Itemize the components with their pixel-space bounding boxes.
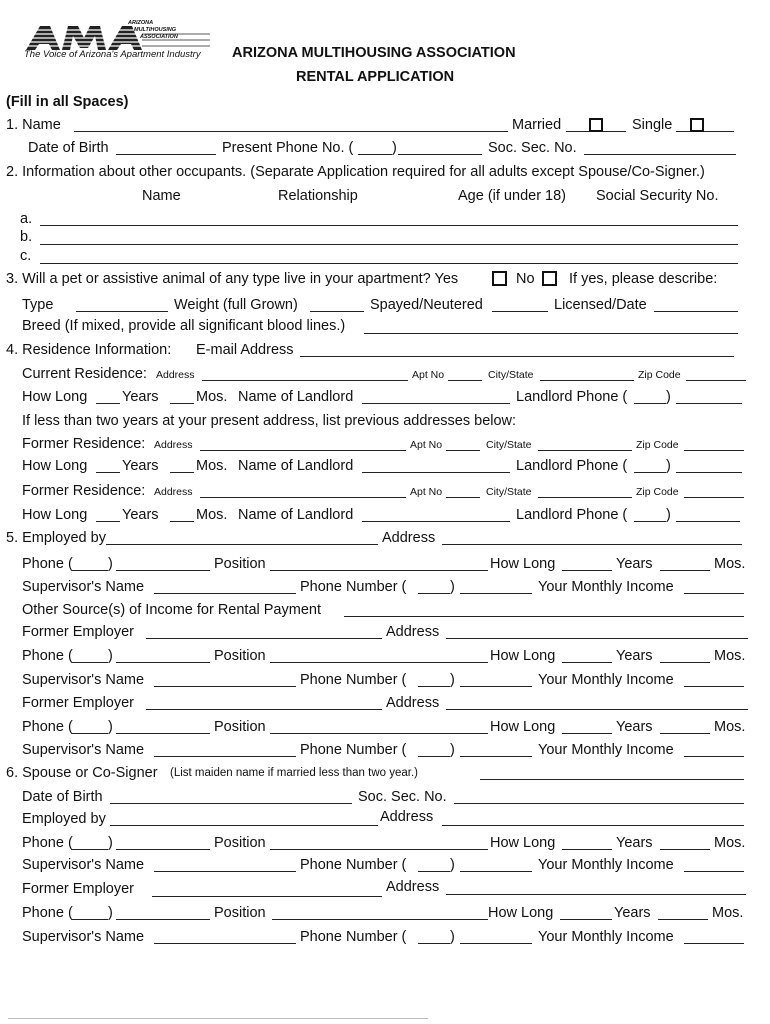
pet-breed-field[interactable]	[364, 333, 738, 334]
former-1-apt-field[interactable]	[446, 450, 480, 451]
emp-phone-close: )	[108, 556, 113, 572]
employer-address-label: Address	[382, 530, 436, 546]
current-zip-label: Zip Code	[638, 369, 681, 381]
current-years-label: Years	[122, 389, 159, 405]
logo-small-text-3: ASSOCIATION	[140, 34, 178, 40]
current-years-field[interactable]	[96, 403, 120, 404]
emp-phone-label: Phone (	[22, 556, 73, 572]
col-ssn: Social Security No.	[596, 188, 719, 204]
former-1-howlong-label: How Long	[22, 458, 88, 474]
former-employer-2-field[interactable]	[146, 709, 382, 710]
former-2-zip-label: Zip Code	[636, 486, 679, 498]
fe1-phone-area[interactable]	[72, 662, 108, 663]
fe1-position-label: Position	[214, 648, 266, 664]
sp-income-field[interactable]	[684, 871, 744, 872]
former-employer-1-field[interactable]	[146, 638, 382, 639]
sp-phone-field[interactable]	[116, 849, 210, 850]
married-label: Married	[512, 117, 562, 133]
fe2-position-label: Position	[214, 719, 266, 735]
pet-licensed-label: Licensed/Date	[554, 297, 647, 313]
emp-mos-label: Mos.	[714, 556, 746, 572]
pet-breed-label: Breed (If mixed, provide all significant blood lines.)	[22, 318, 346, 334]
present-phone-label: Present Phone No. (	[222, 140, 354, 156]
former-1-landlord-label: Name of Landlord	[238, 458, 354, 474]
col-age: Age (if under 18)	[458, 188, 567, 204]
emp-mos-field[interactable]	[660, 570, 710, 571]
employer-address-field[interactable]	[442, 544, 742, 545]
fe2-years-field[interactable]	[562, 733, 612, 734]
sp-phone-area[interactable]	[72, 849, 108, 850]
occupant-b-label: b.	[20, 229, 33, 245]
logo-small-text-1: ARIZONA	[128, 20, 154, 26]
spouse-name-field[interactable]	[480, 779, 744, 780]
pet-weight-field[interactable]	[310, 311, 364, 312]
former-2-landlord-field[interactable]	[362, 521, 510, 522]
current-apt-label: Apt No	[412, 369, 445, 381]
emp-years-field[interactable]	[562, 570, 612, 571]
emp-supervisor-phone-field[interactable]	[460, 593, 532, 594]
fe2-supervisor-label: Supervisor's Name	[22, 742, 145, 758]
fe1-position-field[interactable]	[270, 662, 488, 663]
current-landlord-phone-label: Landlord Phone (	[516, 389, 628, 405]
current-apt-field[interactable]	[448, 380, 482, 381]
pet-spayed-field[interactable]	[492, 311, 548, 312]
former-residence-1-label: Former Residence:	[22, 436, 146, 452]
fe2-mos-label: Mos.	[714, 719, 746, 735]
emp-phone-area[interactable]	[72, 570, 108, 571]
former-2-apt-label: Apt No	[410, 486, 443, 498]
spouse-employer-address-label: Address	[380, 809, 434, 825]
pet-no-label: No	[516, 271, 535, 287]
current-landlord-label: Name of Landlord	[238, 389, 354, 405]
dob-label: Date of Birth	[28, 140, 109, 156]
former-1-city-label: City/State	[486, 439, 532, 451]
occupant-b-field[interactable]	[40, 244, 738, 245]
current-city-field[interactable]	[540, 380, 634, 381]
occupant-c-label: c.	[20, 248, 32, 264]
employer-field[interactable]	[106, 544, 378, 545]
ssn-field[interactable]	[584, 154, 736, 155]
former-1-years-field[interactable]	[96, 472, 120, 473]
fe1-supervisor-phone-area[interactable]	[418, 686, 450, 687]
previous-address-note: If less than two years at your present address, list previous addresses below:	[22, 413, 517, 429]
former-1-mos-label: Mos.	[196, 458, 228, 474]
fe2-years-label: Years	[616, 719, 653, 735]
logo-tagline: The Voice of Arizona's Apartment Industry	[24, 49, 201, 60]
occupants-title: 2. Information about other occupants. (Separate Application required for all adults except Spouse/Co-Signer.)	[6, 164, 705, 180]
former-employer-1-address-label: Address	[386, 624, 440, 640]
former-2-city-field[interactable]	[538, 497, 632, 498]
former-2-landlord-phone-area[interactable]	[634, 521, 666, 522]
current-landlord-phone-close: )	[666, 389, 671, 405]
fe1-phone-field[interactable]	[116, 662, 210, 663]
logo-small-text-2: MULTIHOUSING	[134, 27, 177, 33]
present-phone-area-field[interactable]	[358, 154, 392, 155]
former-2-apt-field[interactable]	[446, 497, 480, 498]
sp-supervisor-field[interactable]	[154, 871, 296, 872]
fe2-phone-area[interactable]	[72, 733, 108, 734]
emp-income-label: Your Monthly Income	[538, 579, 674, 595]
emp-supervisor-phone-area[interactable]	[418, 593, 450, 594]
fe2-income-field[interactable]	[684, 756, 744, 757]
sp-former-employer-field[interactable]	[152, 896, 382, 897]
spf-phone-label: Phone (	[22, 905, 73, 921]
spouse-dob-label: Date of Birth	[22, 789, 103, 805]
former-1-landlord-phone-field[interactable]	[676, 472, 742, 473]
sp-position-field[interactable]	[270, 849, 488, 850]
fe2-howlong-label: How Long	[490, 719, 556, 735]
dob-field[interactable]	[116, 154, 216, 155]
occupant-a-label: a.	[20, 211, 33, 227]
former-employer-2-address-field[interactable]	[446, 709, 748, 710]
former-2-landlord-phone-label: Landlord Phone (	[516, 507, 628, 523]
spouse-employer-address-field[interactable]	[442, 825, 744, 826]
spf-position-label: Position	[214, 905, 266, 921]
spf-supervisor-phone-area[interactable]	[418, 943, 450, 944]
other-income-label: Other Source(s) of Income for Rental Payment	[22, 602, 321, 618]
former-1-zip-field[interactable]	[684, 450, 744, 451]
spf-years-field[interactable]	[560, 919, 612, 920]
former-residence-2-label: Former Residence:	[22, 483, 146, 499]
fe2-supervisor-field[interactable]	[154, 756, 296, 757]
fe2-supervisor-phone-label: Phone Number (	[300, 742, 407, 758]
spf-phone-field[interactable]	[116, 919, 210, 920]
pet-type-field[interactable]	[76, 311, 168, 312]
spf-supervisor-phone-label: Phone Number (	[300, 929, 407, 945]
sp-supervisor-phone-field[interactable]	[460, 871, 532, 872]
fe2-phone-field[interactable]	[116, 733, 210, 734]
former-1-landlord-field[interactable]	[362, 472, 510, 473]
former-1-years-label: Years	[122, 458, 159, 474]
former-2-zip-field[interactable]	[684, 497, 744, 498]
fe1-supervisor-phone-label: Phone Number (	[300, 672, 407, 688]
email-field[interactable]	[300, 356, 734, 357]
employed-by-label: 5. Employed by	[6, 530, 106, 546]
pet-spayed-label: Spayed/Neutered	[370, 297, 483, 313]
sp-supervisor-phone-area[interactable]	[418, 871, 450, 872]
current-address-field[interactable]	[202, 380, 408, 381]
current-mos-field[interactable]	[170, 403, 194, 404]
fe2-supervisor-phone-close: )	[450, 742, 455, 758]
sp-mos-label: Mos.	[714, 835, 746, 851]
spf-phone-area[interactable]	[72, 919, 108, 920]
sp-years-field[interactable]	[562, 849, 612, 850]
former-employer-1-label: Former Employer	[22, 624, 134, 640]
pet-licensed-field[interactable]	[654, 311, 738, 312]
present-phone-field[interactable]	[398, 154, 482, 155]
former-2-mos-label: Mos.	[196, 507, 228, 523]
pet-type-label: Type	[22, 297, 54, 313]
fe1-mos-label: Mos.	[714, 648, 746, 664]
spf-howlong-label: How Long	[488, 905, 554, 921]
fe1-supervisor-phone-field[interactable]	[460, 686, 532, 687]
emp-position-field[interactable]	[270, 570, 488, 571]
current-zip-field[interactable]	[686, 380, 746, 381]
former-employer-2-address-label: Address	[386, 695, 440, 711]
name-label: 1. Name	[6, 117, 61, 133]
sp-phone-close: )	[108, 835, 113, 851]
other-income-field[interactable]	[344, 616, 744, 617]
footer-rule	[8, 1018, 428, 1019]
former-1-mos-field[interactable]	[170, 472, 194, 473]
pet-describe-label: If yes, please describe:	[569, 271, 718, 287]
current-city-label: City/State	[488, 369, 534, 381]
spouse-note: (List maiden name if married less than two year.)	[170, 767, 418, 779]
emp-supervisor-label: Supervisor's Name	[22, 579, 145, 595]
fe1-supervisor-label: Supervisor's Name	[22, 672, 145, 688]
spf-mos-label: Mos.	[712, 905, 744, 921]
col-name: Name	[142, 188, 181, 204]
spf-supervisor-phone-close: )	[450, 929, 455, 945]
former-1-landlord-phone-area[interactable]	[634, 472, 666, 473]
former-2-landlord-label: Name of Landlord	[238, 507, 354, 523]
former-2-city-label: City/State	[486, 486, 532, 498]
former-employer-1-address-field[interactable]	[446, 638, 748, 639]
sp-supervisor-phone-label: Phone Number (	[300, 857, 407, 873]
org-name: ARIZONA MULTIHOUSING ASSOCIATION	[232, 45, 516, 61]
spouse-dob-field[interactable]	[110, 803, 352, 804]
sp-position-label: Position	[214, 835, 266, 851]
former-2-years-field[interactable]	[96, 521, 120, 522]
fe2-supervisor-phone-field[interactable]	[460, 756, 532, 757]
former-2-landlord-phone-close: )	[666, 507, 671, 523]
sp-supervisor-label: Supervisor's Name	[22, 857, 145, 873]
spf-position-field[interactable]	[272, 919, 488, 920]
former-2-address-field[interactable]	[200, 497, 406, 498]
residence-title: 4. Residence Information:	[6, 342, 172, 358]
pet-yes-checkbox[interactable]	[492, 271, 507, 286]
fe1-supervisor-field[interactable]	[154, 686, 296, 687]
sp-supervisor-phone-close: )	[450, 857, 455, 873]
sp-former-employer-address-field[interactable]	[446, 894, 746, 895]
emp-supervisor-phone-label: Phone Number (	[300, 579, 407, 595]
current-landlord-phone-field[interactable]	[676, 403, 742, 404]
former-2-mos-field[interactable]	[170, 521, 194, 522]
spouse-ssn-label: Soc. Sec. No.	[358, 789, 447, 805]
current-howlong-label: How Long	[22, 389, 88, 405]
former-1-city-field[interactable]	[538, 450, 632, 451]
sp-howlong-label: How Long	[490, 835, 556, 851]
former-employer-2-label: Former Employer	[22, 695, 134, 711]
single-line	[676, 131, 734, 132]
former-2-address-label: Address	[154, 486, 193, 498]
present-phone-close: )	[392, 140, 397, 156]
emp-howlong-label: How Long	[490, 556, 556, 572]
former-1-address-field[interactable]	[200, 450, 406, 451]
fe1-phone-close: )	[108, 648, 113, 664]
spf-income-label: Your Monthly Income	[538, 929, 674, 945]
spf-phone-close: )	[108, 905, 113, 921]
spf-supervisor-label: Supervisor's Name	[22, 929, 145, 945]
sp-mos-field[interactable]	[660, 849, 710, 850]
instruction: (Fill in all Spaces)	[6, 94, 129, 110]
former-1-address-label: Address	[154, 439, 193, 451]
fe2-position-field[interactable]	[270, 733, 488, 734]
spouse-employer-field[interactable]	[110, 825, 378, 826]
name-field[interactable]	[74, 131, 508, 132]
ssn-label: Soc. Sec. No.	[488, 140, 577, 156]
fe1-howlong-label: How Long	[490, 648, 556, 664]
col-relationship: Relationship	[278, 188, 358, 204]
former-2-years-label: Years	[122, 507, 159, 523]
current-mos-label: Mos.	[196, 389, 228, 405]
fe1-years-label: Years	[616, 648, 653, 664]
former-1-apt-label: Apt No	[410, 439, 443, 451]
occupant-a-field[interactable]	[40, 225, 738, 226]
former-1-zip-label: Zip Code	[636, 439, 679, 451]
spouse-title: 6. Spouse or Co-Signer	[6, 765, 158, 781]
fe1-mos-field[interactable]	[660, 662, 710, 663]
single-checkbox[interactable]	[690, 118, 704, 132]
sp-former-employer-address-label: Address	[386, 879, 440, 895]
emp-years-label: Years	[616, 556, 653, 572]
emp-income-field[interactable]	[684, 593, 744, 594]
current-address-label: Address	[156, 369, 195, 381]
former-1-landlord-phone-label: Landlord Phone (	[516, 458, 628, 474]
fe1-years-field[interactable]	[562, 662, 612, 663]
current-landlord-phone-area[interactable]	[634, 403, 666, 404]
fe2-phone-close: )	[108, 719, 113, 735]
pet-question: 3. Will a pet or assistive animal of any type live in your apartment? Yes	[6, 271, 459, 287]
former-1-landlord-phone-close: )	[666, 458, 671, 474]
pet-no-checkbox[interactable]	[542, 271, 557, 286]
sp-income-label: Your Monthly Income	[538, 857, 674, 873]
sp-phone-label: Phone (	[22, 835, 73, 851]
fe2-mos-field[interactable]	[660, 733, 710, 734]
spouse-employed-label: Employed by	[22, 811, 106, 827]
former-2-howlong-label: How Long	[22, 507, 88, 523]
emp-position-label: Position	[214, 556, 266, 572]
emp-supervisor-phone-close: )	[450, 579, 455, 595]
current-landlord-field[interactable]	[362, 403, 510, 404]
spf-supervisor-field[interactable]	[154, 943, 296, 944]
fe2-income-label: Your Monthly Income	[538, 742, 674, 758]
sp-former-employer-label: Former Employer	[22, 881, 134, 897]
fe1-income-label: Your Monthly Income	[538, 672, 674, 688]
spf-supervisor-phone-field[interactable]	[460, 943, 532, 944]
sp-years-label: Years	[616, 835, 653, 851]
fe1-supervisor-phone-close: )	[450, 672, 455, 688]
email-label: E-mail Address	[196, 342, 294, 358]
current-residence-label: Current Residence:	[22, 366, 147, 382]
fe1-income-field[interactable]	[684, 686, 744, 687]
emp-phone-field[interactable]	[116, 570, 210, 571]
spouse-ssn-field[interactable]	[454, 803, 744, 804]
emp-supervisor-field[interactable]	[154, 593, 296, 594]
occupant-c-field[interactable]	[40, 263, 738, 264]
form-title: RENTAL APPLICATION	[296, 69, 455, 85]
fe2-phone-label: Phone (	[22, 719, 73, 735]
spf-years-label: Years	[614, 905, 651, 921]
fe2-supervisor-phone-area[interactable]	[418, 756, 450, 757]
fe1-phone-label: Phone (	[22, 648, 73, 664]
former-2-landlord-phone-field[interactable]	[676, 521, 740, 522]
spf-income-field[interactable]	[684, 943, 744, 944]
pet-weight-label: Weight (full Grown)	[174, 297, 298, 313]
married-checkbox[interactable]	[589, 118, 603, 132]
spf-mos-field[interactable]	[658, 919, 708, 920]
single-label: Single	[632, 117, 673, 133]
